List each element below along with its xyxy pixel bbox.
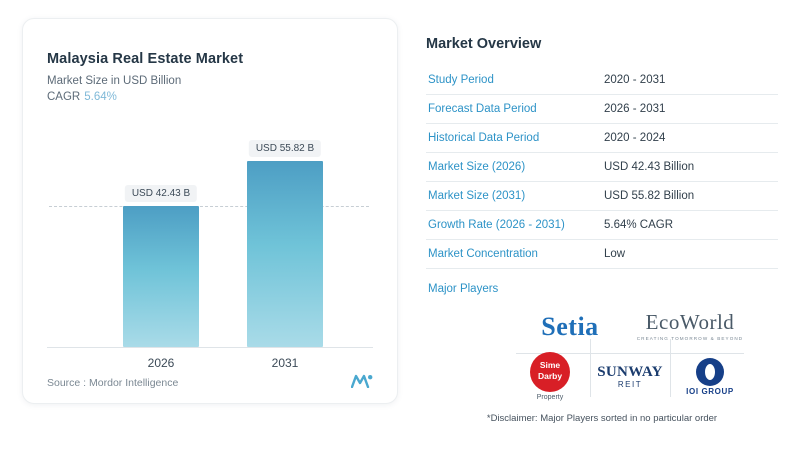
- table-row: [426, 153, 778, 182]
- sunway-wordmark: SUNWAY: [597, 363, 663, 380]
- overview-title: Market Overview: [426, 36, 542, 52]
- table-row: [426, 182, 778, 211]
- source-text: Source : Mordor Intelligence: [47, 376, 179, 389]
- major-players-label: Major Players: [428, 283, 499, 295]
- source-row: [47, 374, 373, 391]
- ecoworld-tagline: CREATING TOMORROW & BEYOND: [636, 336, 744, 342]
- disclaimer-text: *Disclaimer: Major Players sorted in no particular order: [486, 413, 718, 424]
- row-value: USD 55.82 Billion: [602, 182, 778, 211]
- logo-setia: [510, 301, 630, 353]
- logo-ioi-group: [670, 353, 750, 401]
- row-value: 2020 - 2024: [602, 124, 778, 153]
- x-tick-2026: 2026: [147, 356, 175, 370]
- row-key: Market Concentration: [426, 240, 602, 269]
- overview-table: [426, 66, 778, 269]
- row-key: Study Period: [426, 66, 602, 95]
- major-players-logos: [510, 301, 750, 401]
- row-key: Growth Rate (2026 - 2031): [426, 211, 602, 240]
- row-key: Historical Data Period: [426, 124, 602, 153]
- logo-sunway-reit: [590, 353, 670, 401]
- chart-title: Malaysia Real Estate Market: [47, 51, 244, 67]
- bar-2026: [123, 188, 199, 347]
- mordor-intelligence-logo-icon: [351, 374, 373, 391]
- cagr-line: [47, 91, 373, 103]
- table-row: [426, 211, 778, 240]
- row-value: 5.64% CAGR: [602, 211, 778, 240]
- row-value: Low: [602, 240, 778, 269]
- x-axis-line: [47, 347, 373, 348]
- table-row: [426, 95, 778, 124]
- row-value: 2020 - 2031: [602, 66, 778, 95]
- row-value: USD 42.43 Billion: [602, 153, 778, 182]
- chart-card: [22, 18, 398, 404]
- chart-subtitle: Market Size in USD Billion: [47, 75, 182, 87]
- logo-ecoworld: [630, 301, 750, 353]
- row-key: Market Size (2026): [426, 153, 602, 182]
- row-key: Forecast Data Period: [426, 95, 602, 124]
- market-overview-panel: [426, 18, 786, 449]
- bars-group: [47, 117, 373, 347]
- bar-label-2031: USD 55.82 B: [249, 140, 321, 157]
- setia-wordmark: Setia: [541, 312, 599, 341]
- cagr-label: CAGR: [47, 91, 81, 103]
- logo-sime-darby-property: [510, 353, 590, 401]
- row-value: 2026 - 2031: [602, 95, 778, 124]
- cagr-value: 5.64%: [84, 91, 117, 103]
- table-row: [426, 124, 778, 153]
- table-row: [426, 66, 778, 95]
- bar-2031: [247, 143, 323, 347]
- sime-darby-badge: Sime Darby: [530, 352, 570, 392]
- bar-chart-plot: [47, 117, 373, 347]
- bar-label-2026: USD 42.43 B: [125, 185, 197, 202]
- ioi-wordmark: IOI GROUP: [686, 386, 734, 396]
- sime-darby-caption: Property: [536, 394, 564, 402]
- ioi-mark-icon: [696, 358, 724, 386]
- ecoworld-wordmark: EcoWorld: [645, 310, 735, 335]
- row-key: Market Size (2031): [426, 182, 602, 211]
- sunway-reit-label: REIT: [617, 379, 643, 389]
- table-row: [426, 240, 778, 269]
- bar-rect-2031: [247, 161, 323, 347]
- bar-rect-2026: [123, 206, 199, 347]
- x-tick-2031: 2031: [271, 356, 299, 370]
